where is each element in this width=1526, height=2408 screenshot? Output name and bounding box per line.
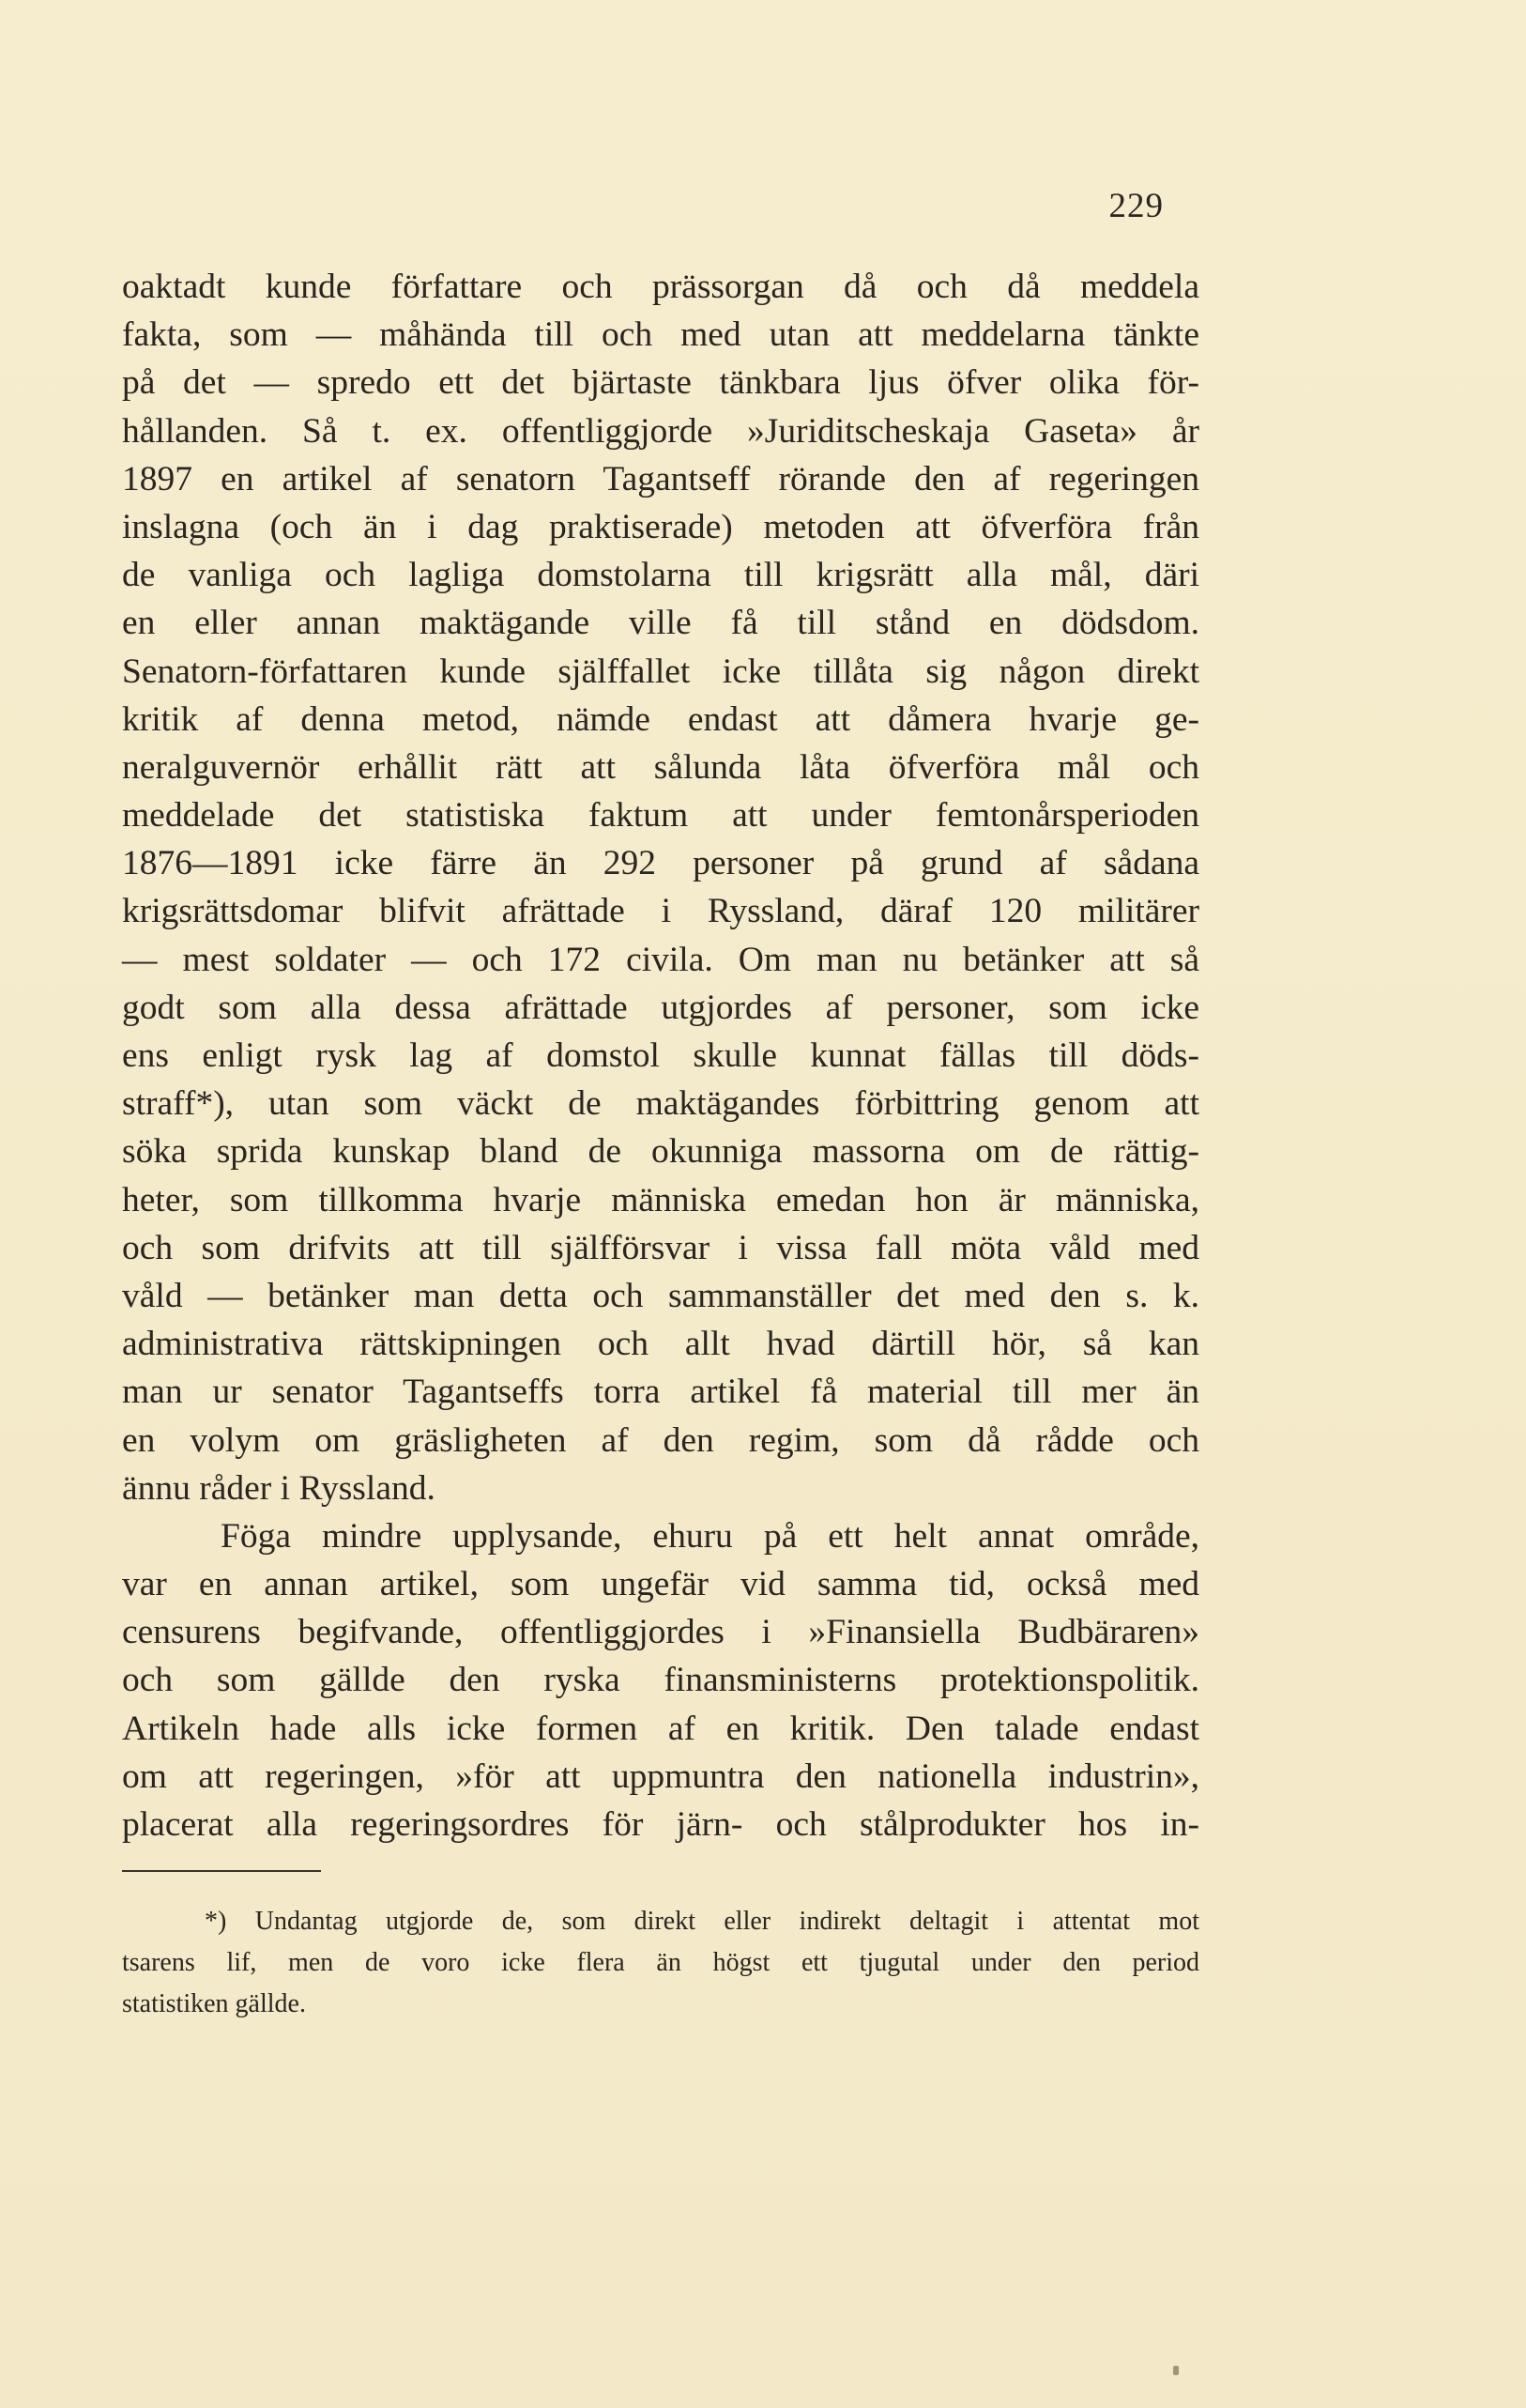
text-line: en volym om gräsligheten af den regim, som då rådde och (122, 1420, 1199, 1460)
text-line: krigsrättsdomar blifvit afrättade i Ryssland, däraf 120 militärer (122, 892, 1199, 931)
text-line: Artikeln hade alls icke formen af en kritik. Den talade endast (122, 1709, 1199, 1748)
text-line: heter, som tillkomma hvarje människa emedan hon är människa, (122, 1180, 1199, 1219)
text-line: ens enligt rysk lag af domstol skulle kunnat fällas till döds- (122, 1036, 1199, 1075)
text-line: neralguvernör erhållit rätt att sålunda låta öfverföra mål och (122, 747, 1199, 787)
text-line: på det — spredo ett det bjärtaste tänkbara ljus öfver olika för- (122, 363, 1199, 403)
text-line: en eller annan maktägande ville få till stånd en dödsdom. (122, 604, 1199, 643)
text-line: söka sprida kunskap bland de okunniga massorna om de rättig- (122, 1132, 1199, 1172)
text-line: administrativa rättskipningen och allt hvad därtill hör, så kan (122, 1325, 1199, 1364)
text-line: inslagna (och än i dag praktiserade) metoden att öfverföra från (122, 507, 1199, 546)
text-line: man ur senator Tagantseffs torra artikel få material till mer än (122, 1373, 1199, 1412)
text-line: våld — betänker man detta och sammanställer det med den s. k. (122, 1276, 1199, 1315)
text-line: om att regeringen, »för att uppmuntra den nationella industrin», (122, 1756, 1199, 1796)
text-line: och som drifvits att till själfförsvar i vissa fall möta våld med (122, 1228, 1199, 1267)
paragraph-end-line: ännu råder i Ryssland. (122, 1468, 435, 1508)
footnote-line: statistiken gällde. (122, 1989, 306, 2018)
text-line: fakta, som — måhända till och med utan att meddelarna tänkte (122, 315, 1199, 355)
text-line: hållanden. Så t. ex. offentliggjorde »Juriditscheskaja Gaseta» år (122, 411, 1199, 451)
text-line: oaktadt kunde författare och prässorgan då och då meddela (122, 268, 1199, 306)
text-line: — mest soldater — och 172 civila. Om man nu betänker att så (122, 940, 1199, 979)
paragraph-start-line: Föga mindre upplysande, ehuru på ett helt annat område, (221, 1516, 1199, 1556)
text-line: 1897 en artikel af senatorn Tagantseff rörande den af regeringen (122, 459, 1199, 498)
footnote (122, 1901, 1199, 2025)
text-line: straff*), utan som väckt de maktägandes förbittring genom att (122, 1084, 1199, 1124)
text-line: meddelade det statistiska faktum att under femtonårsperioden (122, 796, 1199, 836)
text-line: placerat alla regeringsordres för järn- och stålprodukter hos in- (122, 1805, 1199, 1844)
text-line: Senatorn-författaren kunde själffallet icke tillåta sig någon direkt (122, 652, 1199, 691)
paper-speck (1173, 2366, 1179, 2375)
text-line: censurens begifvande, offentliggjordes i »Finansiella Budbäraren» (122, 1613, 1199, 1652)
text-line: kritik af denna metod, nämde endast att dåmera hvarje ge- (122, 699, 1199, 739)
text-line: var en annan artikel, som ungefär vid samma tid, också med (122, 1565, 1199, 1604)
text-line: de vanliga och lagliga domstolarna till krigsrätt alla mål, däri (122, 556, 1199, 595)
text-line: och som gällde den ryska finansministerns protektionspolitik. (122, 1661, 1199, 1700)
footnote-line: *) Undantag utgjorde de, som direkt eller indirekt deltagit i attentat mot (205, 1907, 1199, 1936)
text-line: 1876—1891 icke färre än 292 personer på grund af sådana (122, 844, 1199, 883)
page-number: 229 (1108, 187, 1164, 225)
footnote-divider (122, 1870, 321, 1872)
body-text (122, 263, 1199, 1848)
text-line: godt som alla dessa afrättade utgjordes af personer, som icke (122, 988, 1199, 1027)
footnote-line: tsarens lif, men de voro icke flera än högst ett tjugutal under den period (122, 1948, 1199, 1977)
